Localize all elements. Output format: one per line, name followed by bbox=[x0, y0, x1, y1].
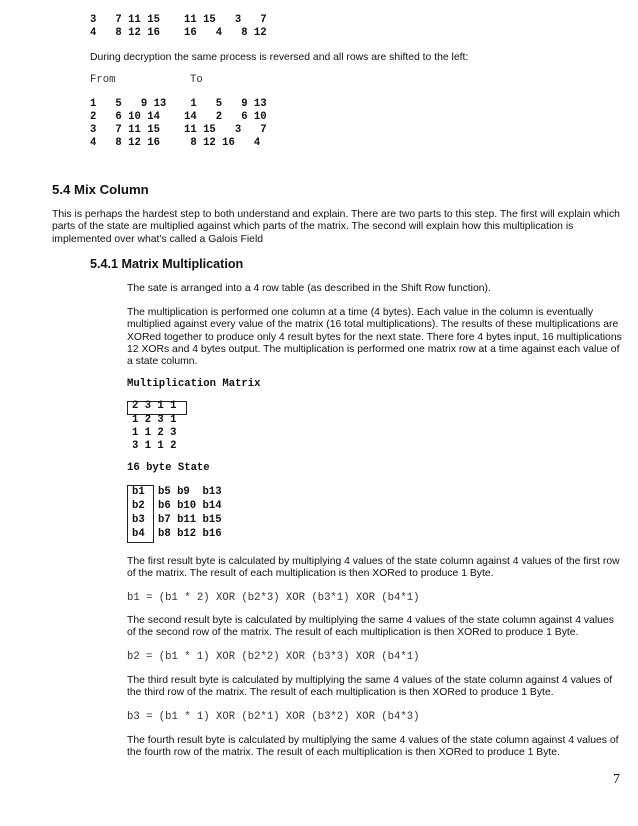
to-header: To bbox=[190, 74, 203, 86]
decrypt-to-row-2: 14 2 6 10 bbox=[184, 111, 267, 123]
decrypt-to-row-4: 8 12 16 4 bbox=[184, 137, 261, 149]
from-header: From bbox=[90, 74, 116, 86]
subsection-p1: The sate is arranged into a 4 row table (as described in the Shift Row function). bbox=[127, 283, 491, 294]
top-row-to-4: 16 4 8 12 bbox=[184, 27, 267, 39]
result-3-formula: b3 = (b1 * 1) XOR (b2*1) XOR (b3*2) XOR (b4*3) bbox=[127, 711, 420, 723]
page-number: 7 bbox=[613, 772, 620, 787]
decrypt-from-row-3: 3 7 11 15 bbox=[90, 124, 160, 136]
result-2-formula: b2 = (b1 * 1) XOR (b2*2) XOR (b3*3) XOR (b4*1) bbox=[127, 651, 420, 663]
matrix-row-1: 2 3 1 1 bbox=[132, 400, 177, 412]
top-row-from-4: 4 8 12 16 bbox=[90, 27, 160, 39]
result-2-text: The second result byte is calculated by multiplying the same 4 values of the state column against 4 values of the second row of the matrix. The result of each multiplication is then XORed to produce 1 Byte. bbox=[127, 615, 614, 639]
result-1-text: The first result byte is calculated by multiplying 4 values of the state column against 4 values of the first row of the matrix. The result of each multiplication is then XORed to produce 1 Byte. bbox=[127, 556, 620, 580]
state-b4: b4 bbox=[132, 528, 145, 540]
matrix-row-3: 1 1 2 3 bbox=[132, 427, 177, 439]
decryption-text: During decryption the same process is reversed and all rows are shifted to the left: bbox=[90, 52, 469, 63]
decrypt-from-row-2: 2 6 10 14 bbox=[90, 111, 160, 123]
state-row-4-rest: b8 b12 b16 bbox=[158, 528, 222, 540]
result-1-formula: b1 = (b1 * 2) XOR (b2*3) XOR (b3*1) XOR (b4*1) bbox=[127, 592, 420, 604]
decrypt-to-row-3: 11 15 3 7 bbox=[184, 124, 267, 136]
top-row-from-3: 3 7 11 15 bbox=[90, 14, 160, 26]
matrix-label: Multiplication Matrix bbox=[127, 378, 261, 390]
decrypt-from-row-4: 4 8 12 16 bbox=[90, 137, 160, 149]
state-b3: b3 bbox=[132, 514, 145, 526]
state-row-1-rest: b5 b9 b13 bbox=[158, 486, 222, 498]
result-4-text: The fourth result byte is calculated by multiplying the same 4 values of the state column against 4 values of the fourth row of the matrix. The result of each multiplication is then XORed to produce 1 Byte. bbox=[127, 735, 619, 759]
section-title: 5.4 Mix Column bbox=[52, 182, 149, 197]
state-b2: b2 bbox=[132, 500, 145, 512]
state-b1: b1 bbox=[132, 486, 145, 498]
decrypt-from-row-1: 1 5 9 13 bbox=[90, 98, 167, 110]
matrix-row-4: 3 1 1 2 bbox=[132, 440, 177, 452]
section-intro: This is perhaps the hardest step to both understand and explain. There are two parts to this step. The first will explain which parts of the state are multiplied against which parts of the matrix. The second will explain how this multiplication is implemented over what's called a Galois Field bbox=[52, 209, 620, 245]
decrypt-to-row-1: 1 5 9 13 bbox=[184, 98, 267, 110]
matrix-row-2: 1 2 3 1 bbox=[132, 414, 177, 426]
state-row-2-rest: b6 b10 b14 bbox=[158, 500, 222, 512]
top-row-to-3: 11 15 3 7 bbox=[184, 14, 267, 26]
subsection-title: 5.4.1 Matrix Multiplication bbox=[90, 257, 244, 271]
result-3-text: The third result byte is calculated by multiplying the same 4 values of the state column against 4 values of the third row of the matrix. The result of each multiplication is then XORed to produce 1 Byte. bbox=[127, 675, 613, 699]
state-row-3-rest: b7 b11 b15 bbox=[158, 514, 222, 526]
state-label: 16 byte State bbox=[127, 462, 210, 474]
subsection-p2: The multiplication is performed one column at a time (4 bytes). Each value in the column is eventually multiplied against every value of the matrix (16 total multiplications). The results of these multiplications are XORed together to produce only 4 result bytes for the next state. There fore 4 bytes input, 16 multiplications 12 XORs and 4 bytes output. The multiplication is performed one matrix row at a time against each value of a state column. bbox=[127, 307, 622, 368]
